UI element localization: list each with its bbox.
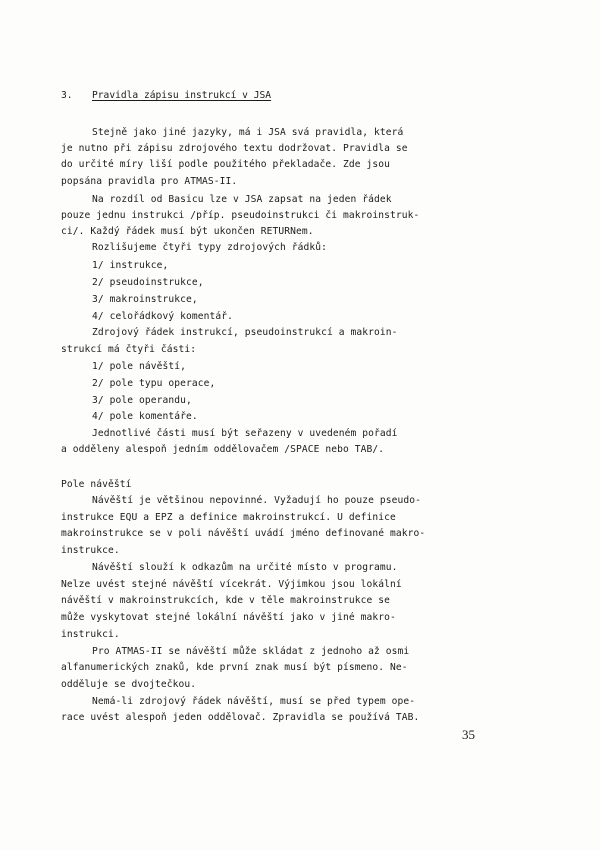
- text-line: Zdrojový řádek instrukcí, pseudoinstrukcí a makroin-: [92, 327, 398, 338]
- text-line: instrukci.: [61, 629, 120, 640]
- list-item: 4/ celořádkový komentář.: [92, 311, 234, 322]
- list-item: 4/ pole komentáře.: [92, 411, 198, 422]
- text-line: ci/. Každý řádek musí být ukončen RETURNem.: [61, 226, 314, 237]
- text-line: Nemá-li zdrojový řádek návěští, musí se před typem ope-: [92, 696, 416, 707]
- text-line: návěští v makroinstrukcích, kde v těle makroinstrukce se: [61, 595, 391, 606]
- text-line: strukcí má čtyři části:: [61, 344, 197, 355]
- text-line: Návěští je většinou nepovinné. Vyžadují ho pouze pseudo-: [92, 495, 422, 506]
- text-line: Pro ATMAS-II se návěští může skládat z jednoho až osmi: [92, 646, 410, 657]
- page-number: 35: [462, 727, 475, 742]
- text-line: a odděleny alespoň jedním oddělovačem /SPACE nebo TAB/.: [61, 444, 385, 455]
- section-title: Pravidla zápisu instrukcí v JSA: [92, 90, 272, 101]
- text-line: Stejně jako jiné jazyky, má i JSA svá pravidla, která: [92, 127, 404, 138]
- list-item: 1/ pole návěští,: [92, 361, 187, 372]
- text-line: do určité míry liší podle použitého překladače. Zde jsou: [61, 159, 391, 170]
- text-line: Jednotlivé části musí být seřazeny v uvedeném pořadí: [92, 428, 398, 439]
- text-line: alfanumerických znaků, kde první znak musí být písmeno. Ne-: [61, 662, 408, 673]
- text-line: je nutno při zápisu zdrojového textu dodržovat. Pravidla se: [61, 143, 408, 154]
- text-line: instrukce EQU a EPZ a definice makroinstrukcí. U definice: [61, 512, 396, 523]
- list-item: 2/ pseudoinstrukce,: [92, 277, 204, 288]
- text-line: může vyskytovat stejné lokální návěští jako v jiné makro-: [61, 612, 396, 623]
- text-line: Návěští slouží k odkazům na určité místo v programu.: [92, 562, 398, 573]
- text-line: makroinstrukce se v poli návěští uvádí jméno definované makro-: [61, 528, 426, 539]
- section-number: 3.: [61, 90, 73, 101]
- text-line: Na rozdíl od Basicu lze v JSA zapsat na jeden řádek: [92, 194, 392, 205]
- list-item: 1/ instrukce,: [92, 260, 169, 271]
- text-line: Nelze uvést stejné návěští vícekrát. Výjimkou jsou lokální: [61, 579, 402, 590]
- text-line: pouze jednu instrukci /příp. pseudoinstrukci či makroinstruk-: [61, 210, 420, 221]
- subsection-heading: Pole návěští: [61, 479, 132, 490]
- text-line: race uvést alespoň jeden oddělovač. Zpravidla se používá TAB.: [61, 712, 420, 723]
- text-line: popsána pravidla pro ATMAS-II.: [61, 176, 238, 187]
- list-item: 3/ makroinstrukce,: [92, 294, 198, 305]
- list-item: 2/ pole typu operace,: [92, 378, 216, 389]
- section-heading: [61, 90, 271, 101]
- list-item: 3/ pole operandu,: [92, 395, 192, 406]
- text-line: Rozlišujeme čtyři typy zdrojových řádků:: [92, 242, 328, 253]
- text-line: odděluje se dvojtečkou.: [61, 679, 197, 690]
- text-line: instrukce.: [61, 545, 120, 556]
